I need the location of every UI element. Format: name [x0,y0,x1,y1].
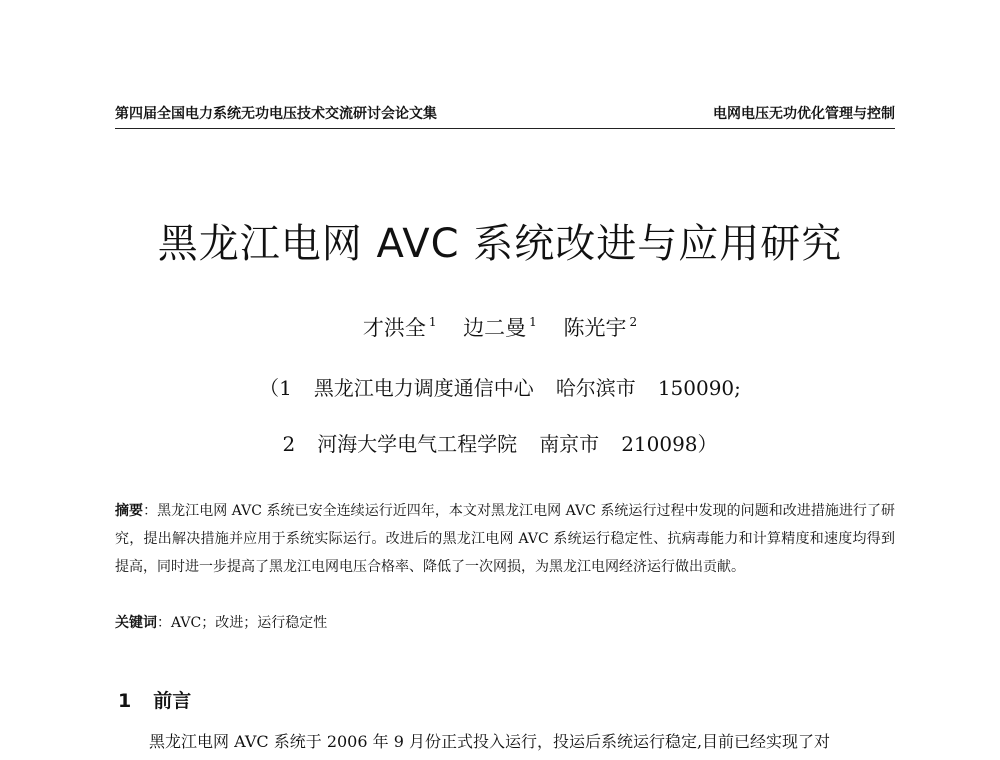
author-affiliation-mark: 1 [529,315,537,329]
running-header [115,103,895,129]
abstract-label: 摘要 [115,503,144,519]
affiliation-1 [0,372,1000,401]
affiliation-postcode: 210098） [621,432,718,456]
author-name: 才洪全 [362,316,426,340]
affiliation-org: 河海大学电气工程学院 [317,432,518,456]
affiliation-number: （1 [259,376,292,400]
keywords-text: ：AVC；改进；运行稳定性 [157,615,328,631]
affiliation-city: 南京市 [539,432,600,456]
author-name: 陈光宇 [563,316,627,340]
header-right: 电网电压无功优化管理与控制 [713,106,895,122]
author-name: 边二曼 [463,316,527,340]
affiliation-org: 黑龙江电力调度通信中心 [313,376,534,400]
section-title: 前言 [153,690,192,712]
abstract-text: ：黑龙江电网 AVC 系统已安全连续运行近四年，本文对黑龙江电网 AVC 系统运行过程中发现的问题和改进措施进行了研究，提出解决措施并应用于系统实际运行。改进后的黑龙江电网 AVC 系统运行稳定性、抗病毒能力和计算精度和速度均得到提高，同时进一步提高了黑龙江电网电压合格率、降低了一次网损，为黑龙江电网经济运行做出贡献。 [115,503,896,575]
author-list [0,312,1000,342]
author [463,316,537,340]
body-paragraph: 黑龙江电网 AVC 系统于 2006 年 9 月份正式投入运行，投运后系统运行稳定,目前已经实现了对 [149,732,831,751]
keywords-label: 关键词 [115,615,157,631]
affiliation-number: 2 [282,432,296,456]
author-affiliation-mark: 2 [629,315,638,329]
author-affiliation-mark: 1 [428,315,437,329]
author [564,316,638,340]
author [363,316,437,340]
paper-title: 黑龙江电网 AVC 系统改进与应用研究 [157,221,843,267]
header-left: 第四届全国电力系统无功电压技术交流研讨会论文集 [115,106,437,122]
keywords [115,612,895,634]
abstract [115,497,895,581]
affiliation-postcode: 150090; [657,376,741,400]
affiliation-2 [0,428,1000,457]
affiliation-city: 哈尔滨市 [555,376,636,400]
section-number: 1 [118,690,132,712]
section-heading [118,686,191,713]
